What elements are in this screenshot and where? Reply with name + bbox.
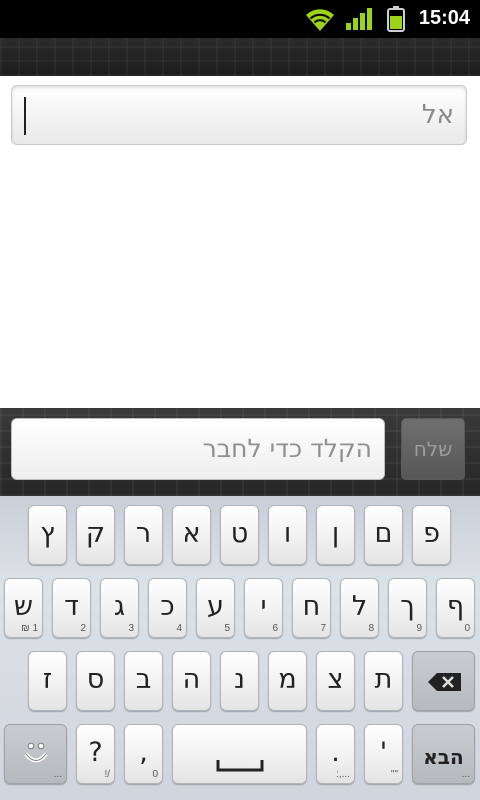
key-hint: :,... bbox=[336, 769, 350, 780]
key[interactable]: ץ bbox=[28, 505, 67, 565]
key-hint: !/ bbox=[104, 769, 110, 780]
key-hint: 0 bbox=[152, 769, 158, 780]
backspace-icon bbox=[427, 672, 463, 696]
key[interactable]: ט bbox=[220, 505, 259, 565]
question-key[interactable]: ? !/ bbox=[76, 724, 115, 784]
status-bar bbox=[0, 0, 480, 38]
key[interactable]: ח 7 bbox=[292, 578, 331, 638]
compose-message-input[interactable] bbox=[11, 418, 385, 480]
key[interactable]: ג 3 bbox=[100, 578, 139, 638]
key[interactable]: צ bbox=[316, 651, 355, 711]
key[interactable]: ב bbox=[124, 651, 163, 711]
key-hint: 5 bbox=[224, 623, 230, 634]
key[interactable]: ה bbox=[172, 651, 211, 711]
key[interactable]: ל 8 bbox=[340, 578, 379, 638]
key[interactable]: פ bbox=[412, 505, 451, 565]
key-hint: 4 bbox=[176, 623, 182, 634]
smiley-icon bbox=[23, 739, 49, 773]
key-hint: 9 bbox=[416, 623, 422, 634]
key-hint: 0 bbox=[464, 623, 470, 634]
key[interactable]: נ bbox=[220, 651, 259, 711]
key-hint: ... bbox=[461, 769, 470, 780]
period-key[interactable]: . :,... bbox=[316, 724, 355, 784]
key[interactable]: כ 4 bbox=[148, 578, 187, 638]
key-hint: "" bbox=[390, 769, 398, 780]
key[interactable]: א bbox=[172, 505, 211, 565]
enter-next-key[interactable]: הבא ... bbox=[412, 724, 475, 784]
key[interactable]: ד 2 bbox=[52, 578, 91, 638]
status-time: 15:04 bbox=[418, 7, 470, 29]
key[interactable]: ש ₪ 1 bbox=[4, 578, 43, 638]
key-hint: 7 bbox=[320, 623, 326, 634]
key[interactable]: ס bbox=[76, 651, 115, 711]
key[interactable]: ו bbox=[268, 505, 307, 565]
key[interactable]: ז bbox=[28, 651, 67, 711]
key-hint: 2 bbox=[80, 623, 86, 634]
key-hint: 6 bbox=[272, 623, 278, 634]
key[interactable]: י 6 bbox=[244, 578, 283, 638]
action-strip bbox=[0, 38, 480, 76]
space-key[interactable] bbox=[172, 724, 307, 784]
key[interactable]: ך 9 bbox=[388, 578, 427, 638]
key[interactable]: מ bbox=[268, 651, 307, 711]
emoji-key[interactable] bbox=[4, 724, 67, 784]
wifi-icon bbox=[304, 6, 336, 36]
key-hint: 8 bbox=[368, 623, 374, 634]
key-hint: ... bbox=[53, 769, 62, 780]
text-cursor bbox=[24, 97, 26, 135]
space-icon bbox=[216, 757, 264, 776]
battery-icon bbox=[387, 6, 405, 36]
recipient-field[interactable] bbox=[11, 85, 467, 145]
key[interactable]: ק bbox=[76, 505, 115, 565]
message-thread-area bbox=[0, 150, 480, 408]
key-hint: 3 bbox=[128, 623, 134, 634]
send-button-label: שלח bbox=[413, 437, 453, 461]
apostrophe-key[interactable]: ' "" bbox=[364, 724, 403, 784]
keyboard bbox=[0, 496, 480, 800]
key[interactable]: ר bbox=[124, 505, 163, 565]
send-button[interactable] bbox=[401, 418, 465, 480]
compose-placeholder: הקלד כדי לחבר bbox=[202, 434, 372, 463]
key-hint: 1 bbox=[32, 623, 38, 634]
comma-key[interactable]: , 0 bbox=[124, 724, 163, 784]
key[interactable]: ע 5 bbox=[196, 578, 235, 638]
key-hint-shekel: ₪ bbox=[21, 623, 30, 634]
compose-bar bbox=[0, 408, 480, 496]
signal-strength-icon bbox=[345, 7, 373, 35]
key[interactable]: ן bbox=[316, 505, 355, 565]
key[interactable]: ף 0 bbox=[436, 578, 475, 638]
backspace-key[interactable] bbox=[412, 651, 475, 711]
key[interactable]: ם bbox=[364, 505, 403, 565]
recipient-label: אל bbox=[421, 100, 454, 130]
key[interactable]: ת bbox=[364, 651, 403, 711]
